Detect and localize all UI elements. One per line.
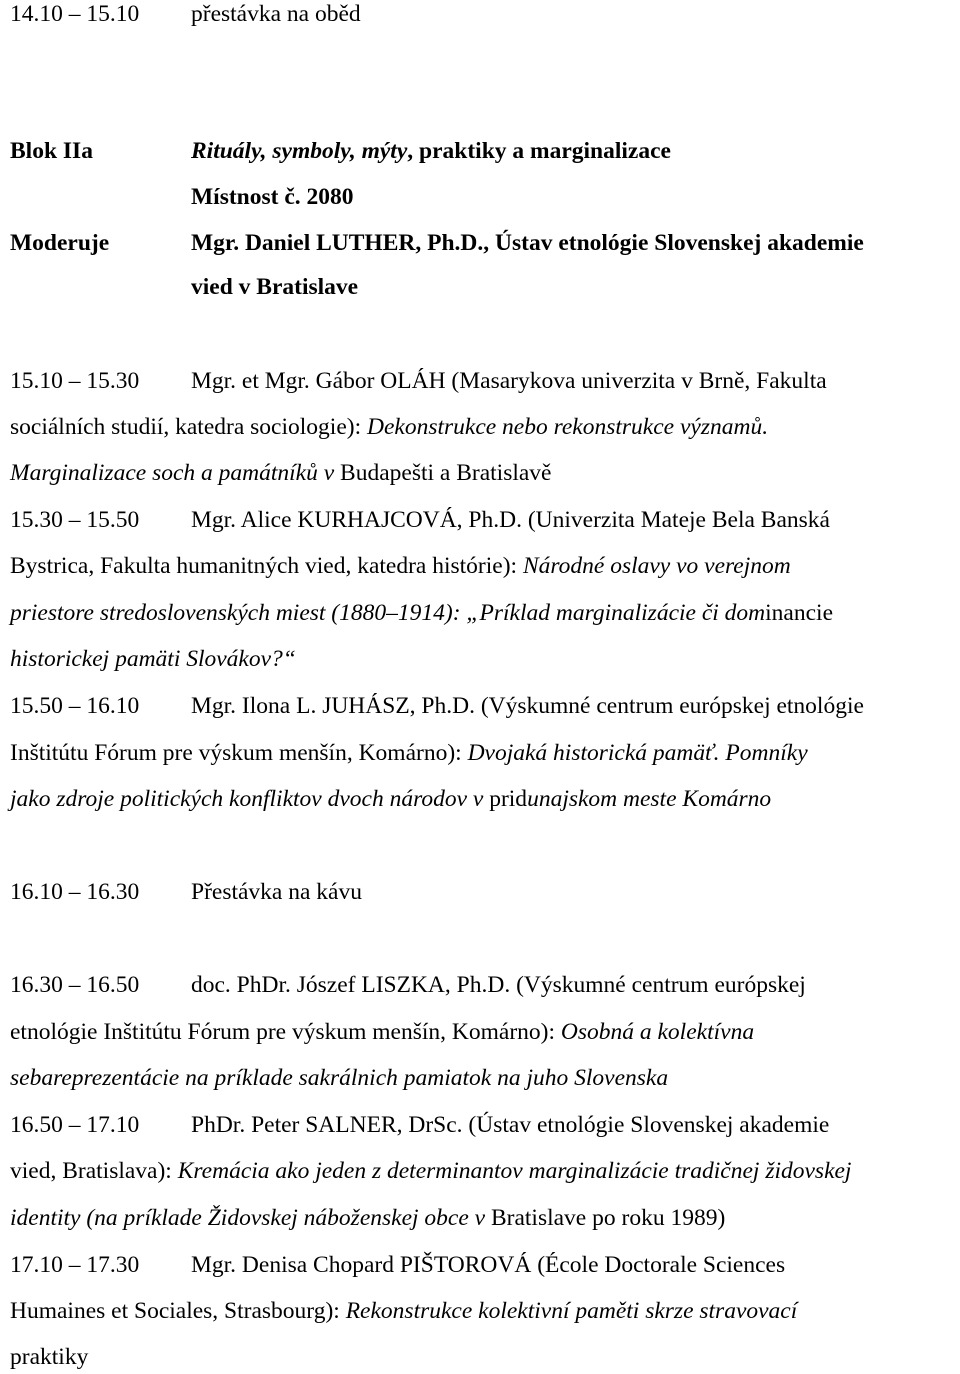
talk-title: Národné oslavy vo verejnom [522,553,791,579]
talk-time: 16.10 – 16.30 [10,879,140,905]
talk-5-line-2: vied, Bratislava): Kremácia ako jeden z determinantov marginalizácie tradičnej židovskej [10,1158,852,1184]
talk-6-line-3: praktiky [10,1344,89,1370]
block-label: Blok IIa [10,138,93,164]
talk-speaker: Mgr. et Mgr. Gábor OLÁH (Masarykova univerzita v Brně, Fakulta [191,368,827,394]
block-title-row [10,137,671,165]
talk-6-line-1 [10,1251,786,1279]
talk-title: Dvojaká historická pamäť. Pomníky [467,740,808,766]
talk-1-line-1 [10,367,827,395]
talk-time: 15.10 – 15.30 [10,368,140,394]
talk-2-line-1 [10,506,830,534]
talk-time: 16.30 – 16.50 [10,972,140,998]
talk-5-line-3: identity (na príklade Židovskej náboženskej obce v Bratislave po roku 1989) [10,1205,726,1231]
talk-time: 15.30 – 15.50 [10,507,140,533]
moderator-label: Moderuje [10,230,110,256]
talk-2-line-4: historickej pamäti Slovákov?“ [10,646,296,672]
block-room: Místnost č. 2080 [191,184,354,210]
talk-3-line-3: jako zdroje politických konfliktov dvoch národov v pridunajskom meste Komárno [10,786,772,812]
talk-1-line-3: Marginalizace soch a památníků v Budapešti a Bratislavě [10,460,552,486]
lunch-label: přestávka na oběd [191,1,361,27]
talk-4-line-3: sebareprezentácie na príklade sakrálnich pamiatok na juho Slovenska [10,1065,669,1091]
talk-5-line-1 [10,1111,830,1139]
talk-time: 17.10 – 17.30 [10,1252,140,1278]
talk-6-line-2: Humaines et Sociales, Strasbourg): Rekonstrukce kolektivní paměti skrze stravovací [10,1298,798,1324]
talk-3-line-1 [10,692,864,720]
talk-title: Rekonstrukce kolektivní paměti skrze stravovací [345,1298,798,1324]
talk-speaker: PhDr. Peter SALNER, DrSc. (Ústav etnológie Slovenskej akademie [191,1112,830,1138]
talk-speaker: Mgr. Ilona L. JUHÁSZ, Ph.D. (Výskumné centrum európskej etnológie [191,693,864,719]
lunch-time: 14.10 – 15.10 [10,1,140,27]
block-moderator-row [10,229,864,257]
coffee-break-label: Přestávka na kávu [191,879,362,905]
talk-2-line-2: Bystrica, Fakulta humanitných vied, katedra histórie): Národné oslavy vo verejnom [10,553,791,579]
talk-speaker: Mgr. Alice KURHAJCOVÁ, Ph.D. (Univerzita Mateje Bela Banská [191,507,830,533]
talk-speaker: Mgr. Denisa Chopard PIŠTOROVÁ (École Doctorale Sciences [191,1252,786,1278]
block-title: Rituály, symboly, mýty, praktiky a marginalizace [191,138,671,164]
talk-1-line-2: sociálních studií, katedra sociologie): Dekonstrukce nebo rekonstrukce významů. [10,414,769,440]
moderator-name: Mgr. Daniel LUTHER, Ph.D., Ústav etnológie Slovenskej akademie [191,230,864,256]
talk-speaker: doc. PhDr. Jószef LISZKA, Ph.D. (Výskumné centrum európskej [191,972,806,998]
talk-title: Dekonstrukce nebo rekonstrukce významů. [366,414,769,440]
coffee-break-row [10,878,362,906]
talk-time: 15.50 – 16.10 [10,693,140,719]
talk-3-line-2: Inštitútu Fórum pre výskum menšín, Komárno): Dvojaká historická pamäť. Pomníky [10,740,808,766]
lunch-row [10,0,361,28]
moderator-affiliation: vied v Bratislave [191,274,359,300]
talk-4-line-2: etnológie Inštitútu Fórum pre výskum menšín, Komárno): Osobná a kolektívna [10,1019,755,1045]
talk-2-line-3: priestore stredoslovenských miest (1880–1914): „Príklad marginalizácie či dominancie [10,600,834,626]
talk-time: 16.50 – 17.10 [10,1112,140,1138]
talk-title: Osobná a kolektívna [560,1019,755,1045]
talk-4-line-1 [10,971,806,999]
talk-title: Kremácia ako jeden z determinantov marginalizácie tradičnej židovskej [177,1158,852,1184]
